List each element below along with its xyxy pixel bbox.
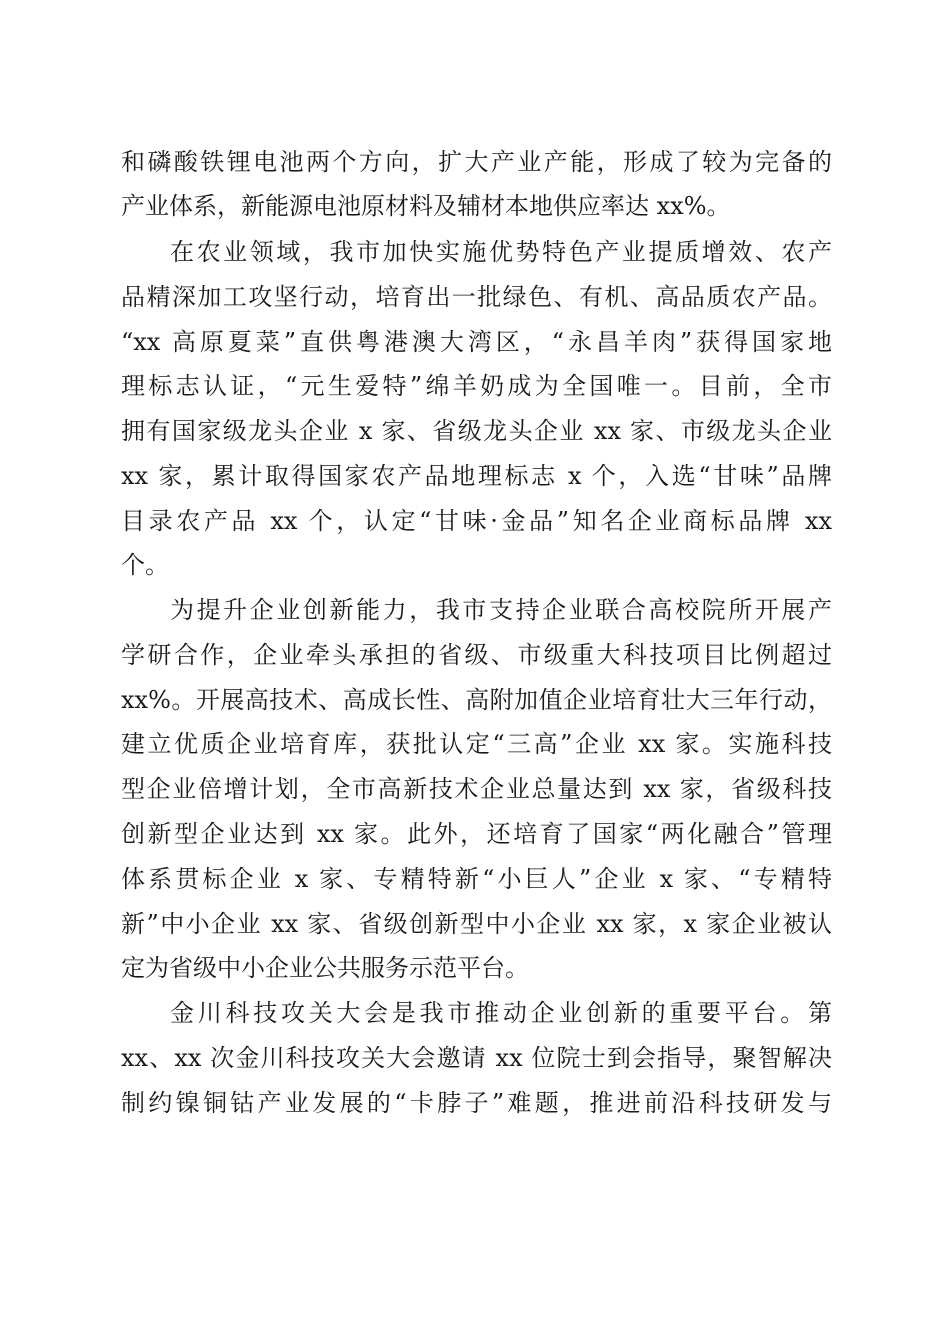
paragraph-line xyxy=(0,814,950,854)
line-text: “xx 高原夏菜”直供粤港澳大湾区，“永昌羊肉”获得国家地 xyxy=(121,328,832,356)
line-text: 品精深加工攻坚行动，培育出一批绿色、有机、高品质农产品。 xyxy=(121,283,832,311)
paragraph-line xyxy=(0,186,950,226)
line-text: 目录农产品 xx 个，认定“甘味·金品”知名企业商标品牌 xx xyxy=(121,507,832,535)
line-text: 拥有国家级龙头企业 x 家、省级龙头企业 xx 家、市级龙头企业 xyxy=(121,417,832,445)
line-text: 体系贯标企业 x 家、专精特新“小巨人”企业 x 家、“专精特 xyxy=(121,865,832,893)
paragraph-line xyxy=(0,411,950,451)
line-text: 为提升企业创新能力，我市支持企业联合高校院所开展产 xyxy=(170,596,832,624)
paragraph-line xyxy=(0,366,950,406)
line-text: xx、xx 次金川科技攻关大会邀请 xx 位院士到会指导，聚智解决 xyxy=(121,1044,832,1072)
paragraph-line xyxy=(0,1083,950,1123)
line-text: 制约镍铜钴产业发展的“卡脖子”难题，推进前沿科技研发与 xyxy=(121,1089,832,1117)
paragraph-line xyxy=(0,545,950,585)
paragraph-line xyxy=(0,859,950,899)
line-text: 在农业领域，我市加快实施优势特色产业提质增效、农产 xyxy=(170,238,832,266)
line-text: 学研合作，企业牵头承担的省级、市级重大科技项目比例超过 xyxy=(121,641,832,669)
paragraph-line xyxy=(0,635,950,675)
paragraph-line xyxy=(0,948,950,988)
line-text: 型企业倍增计划，全市高新技术企业总量达到 xx 家，省级科技 xyxy=(121,775,832,803)
line-text: 金川科技攻关大会是我市推动企业创新的重要平台。第 xyxy=(170,999,832,1027)
paragraph-line xyxy=(0,142,950,182)
line-text: 理标志认证，“元生爱特”绵羊奶成为全国唯一。目前，全市 xyxy=(121,372,832,400)
paragraph-line xyxy=(0,993,950,1033)
line-text: 新”中小企业 xx 家、省级创新型中小企业 xx 家，x 家企业被认 xyxy=(121,910,832,938)
paragraph-line xyxy=(0,769,950,809)
paragraph-line xyxy=(0,232,950,272)
line-text: xx%。开展高技术、高成长性、高附加值企业培育壮大三年行动， xyxy=(121,686,832,714)
line-text: 定为省级中小企业公共服务示范平台。 xyxy=(121,954,529,982)
paragraph-line xyxy=(0,904,950,944)
paragraph-line xyxy=(0,322,950,362)
paragraph-line xyxy=(0,456,950,496)
paragraph-line xyxy=(0,277,950,317)
paragraph-line xyxy=(0,501,950,541)
paragraph-line xyxy=(0,724,950,764)
line-text: 个。 xyxy=(121,551,169,579)
line-text: 创新型企业达到 xx 家。此外，还培育了国家“两化融合”管理 xyxy=(121,820,832,848)
line-text: 建立优质企业培育库，获批认定“三高”企业 xx 家。实施科技 xyxy=(121,730,832,758)
paragraph-line xyxy=(0,680,950,720)
line-text: xx 家，累计取得国家农产品地理标志 x 个，入选“甘味”品牌 xyxy=(121,462,832,490)
paragraph-line xyxy=(0,590,950,630)
paragraph-line xyxy=(0,1038,950,1078)
line-text: 和磷酸铁锂电池两个方向，扩大产业产能，形成了较为完备的 xyxy=(121,148,832,176)
line-text: 产业体系，新能源电池原材料及辅材本地供应率达 xx%。 xyxy=(121,192,731,220)
